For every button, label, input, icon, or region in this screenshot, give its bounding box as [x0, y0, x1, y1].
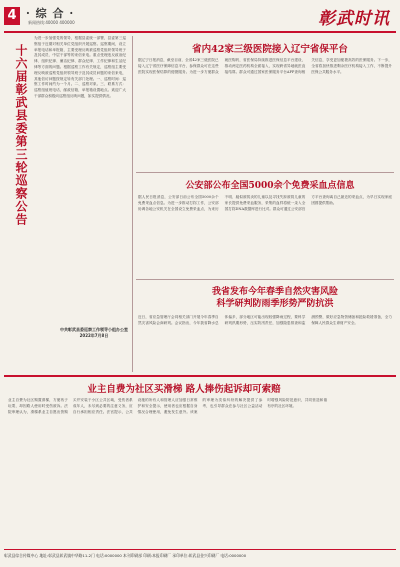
- page-footer: 彰武县综合传媒中心 地址:彰武县彰武镇中华路11-2门 电话:0000000 本刊印刷部 印刷:本报印刷厂 承印单位:彰武县金兴印刷厂 电话:0000000: [4, 549, 396, 564]
- section-name: · 综 合 ·: [26, 7, 75, 20]
- article-title-blood-collection: 公安部公布全国5000余个免费采血点信息: [185, 181, 355, 191]
- article-body-disaster-risk: 近日，省应急管理厅会同相关部门开展今年春季自然灾害风险会商研判。会议指出，今年我省降水总体偏多，部分地区可能出现较强降雨过程，要科学研判汛期形势，压实防汛责任，加强隐患排查和监测预警，做好应急物资储备和抢险救援准备，全力保障人民群众生命财产安全。: [138, 315, 392, 325]
- announcement-body: 为进一步加强党的领导，根据县委统一部署，县委第三巡察组于近期对相关单位党组织开展巡察。巡察期间，设立举报电话和举报箱，主要受理反映被巡察党组织领导班子及其成员、中层干部等的来信来电。重点受理违反政治纪律、组织纪律、廉洁纪律、群众纪律、工作纪律和生活纪律等方面的问题。根据巡察工作有关规定，巡察组主要受理反映被巡察党组织领导班子及其成员问题的来信来电，其他信访问题按规定转有关部门处理。一、巡察时间：巡察工作时间约为一个月。二、巡察对象。三、联系方式：巡察组值班电话，邮政信箱，举报箱设置地点。欢迎广大干部群众积极向巡察组反映问题，如实提供情况。: [34, 36, 126, 98]
- header-info: 新闻热线:40000 400000: [28, 20, 75, 25]
- header-rule: [4, 31, 396, 33]
- signature-organization: 中共彰武县委巡察工作领导小组办公室: [60, 327, 128, 332]
- masthead-logo: 彰武时讯: [318, 9, 390, 29]
- announcement-signature: [60, 327, 128, 339]
- article-title-disaster-risk: 我省发布今年春季自然灾害风险: [211, 287, 338, 297]
- article-body-slide: 业主自费为社区购置滑梯，方便孩子玩耍，却因路人使用时受伤被诉。法院审理认为，滑梯系业主自愿出资购买并安装于小区公共区域，受伤者系成年人，未尽到必要的注意义务，应自行承担相应责任。法官提示，公共设施的所有人和管理人应加强日常维护和安全提示，使用者也应根据自身情况合理使用，避免发生意外。该案的审理为类似纠纷的解决提供了参考，也引导群众在参与社区公益活动时增强风险防范意识，共同营造和谐有序的社区环境。: [8, 398, 328, 414]
- article-title-slide: 业主自费为社区买滑梯 路人捧伤起诉却可索赔: [87, 384, 281, 395]
- article-divider: [136, 172, 394, 173]
- column-divider: [132, 36, 133, 372]
- page-header: [4, 4, 396, 30]
- article-divider: [136, 279, 394, 280]
- article-subtitle-disaster-risk: 科学研判防雨季形势严防抗洪: [216, 299, 334, 309]
- article-body-hospitals: 据辽宁日报消息，截至目前，全省42家三级医院已接入辽宁省医疗保障信息平台，参保群众可在这些医院实现医保结算的便捷服务。为进一步方便群众就医购药，省医保局持续推进医保信息平台建设，推动两定医药机构全面接入，实现跨省异地就医直接结算。群众可通过国家医保服务平台APP查询相关信息，享受更加便捷高效的医保服务。下一步，全省将加快推进剩余医疗机构接入工作，不断提升医保公共服务水平。: [138, 58, 392, 74]
- article-body-blood-collection: 据人民日报消息，公安部日前公布全国5000余个免费采血点信息。为进一步推动打拐工作，公安部协调各地公安机关在全国设立免费采血点，为来历不明、疑似被拐卖的儿童以及寻找失踪被拐儿童的家长提供免费采血服务，采集的血样将统一录入全国打拐DNA数据库进行比对。群众可通过公安部官方平台查询离自己最近的采血点，为早日实现家庭团圆提供帮助。: [138, 195, 392, 211]
- section-divider: [4, 375, 396, 377]
- signature-date: 2022年7月8日: [79, 333, 109, 338]
- article-title-hospitals: 省内42家三级医院接入辽宁省保平台: [192, 44, 348, 55]
- announcement-title: 十六届彰武县委第三轮巡察公告: [14, 44, 28, 226]
- page-number: 4: [4, 7, 20, 25]
